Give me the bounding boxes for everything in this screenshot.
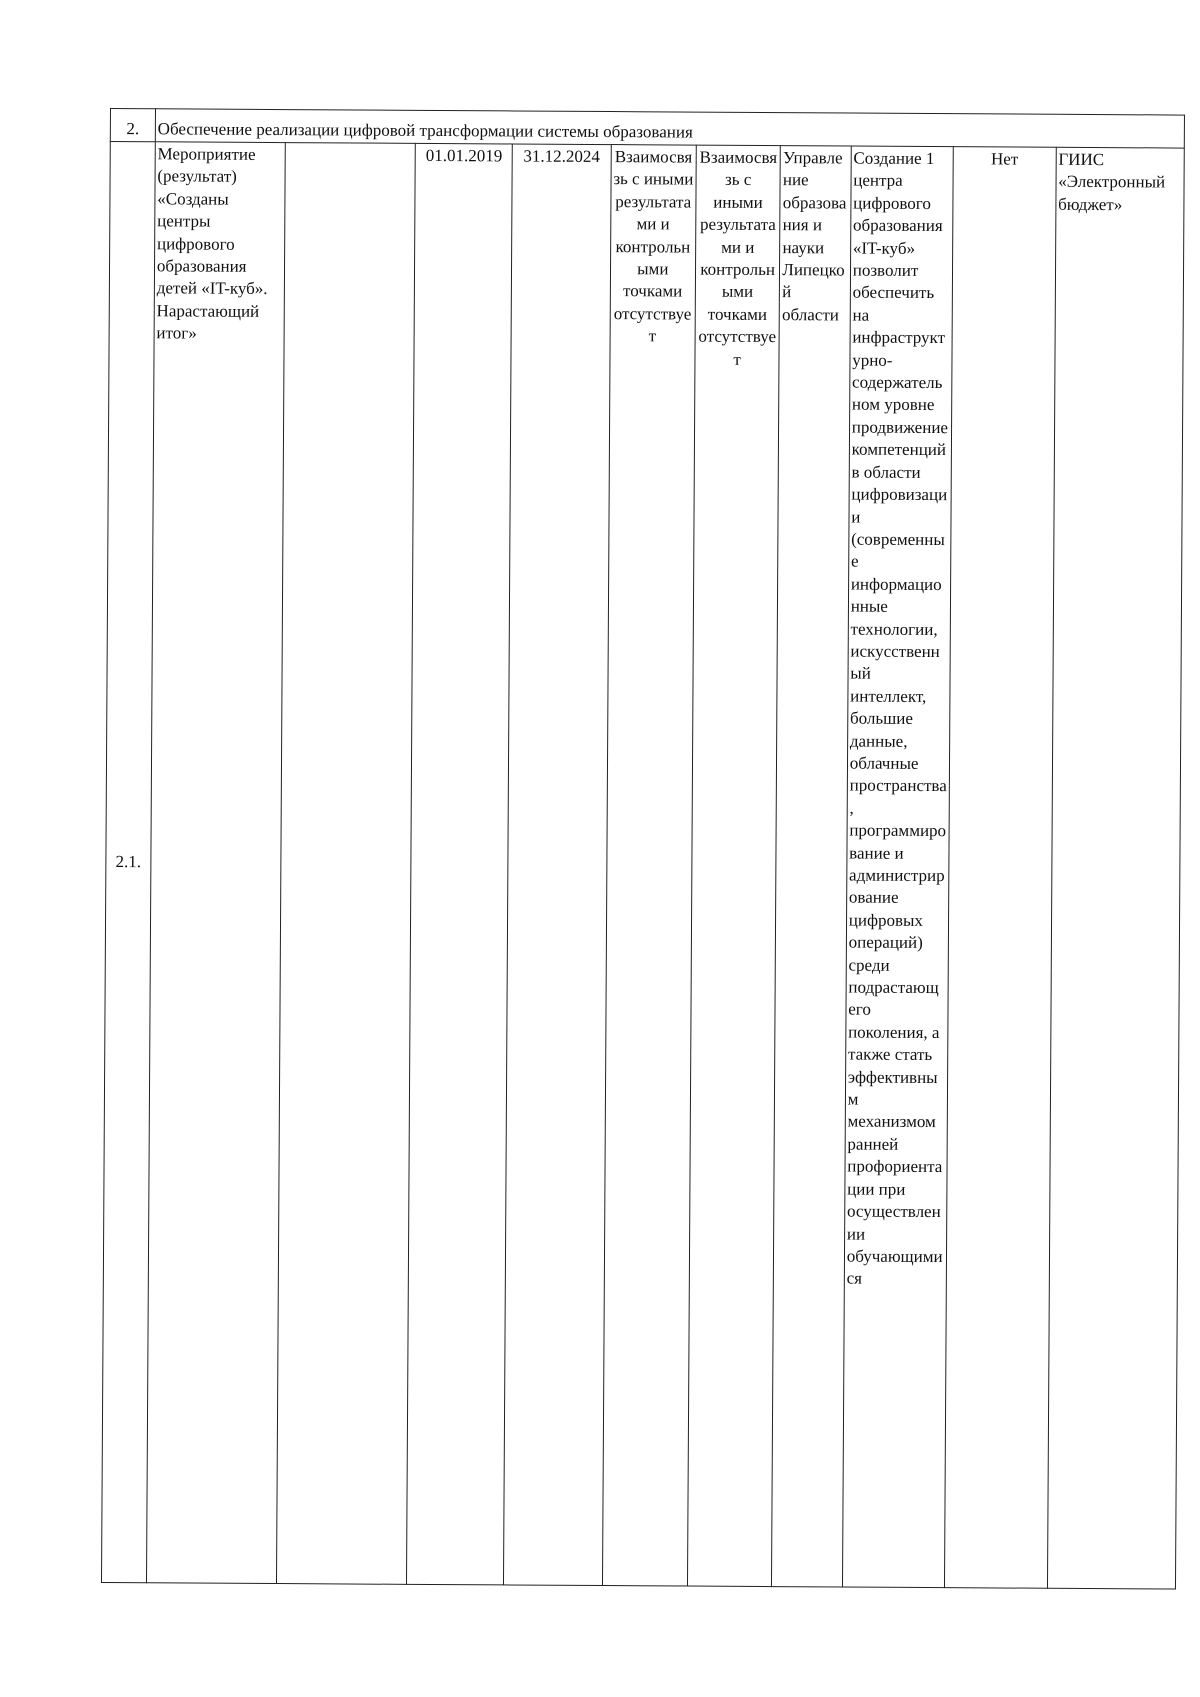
section-number: 2.: [110, 109, 155, 142]
item-start-date: 01.01.2019: [407, 143, 513, 1585]
item-description: Создание 1 центра цифрового образования «IT-куб» позволит обеспечить на инфраструктурно-содержательном уровне продвижение компетенций в области цифровизации (современные информационные технологии, искусственный интеллект, большие данные, облачные пространства, программирование и администрирование цифровых операций) среди подрастающего поколения, а также стать эффективным механизмом ранней профориентации при осуществлении обучающимися: [842, 146, 953, 1588]
item-relation-prev: Взаимосвязь с иными результатами и контрольными точками отсутствует: [602, 145, 696, 1586]
item-relation-next: Взаимосвязь с иными результатами и контрольными точками отсутствует: [687, 145, 780, 1586]
plan-table: [101, 108, 1185, 1590]
item-end-date: 31.12.2024: [504, 144, 611, 1586]
item-empty-cell: [277, 143, 416, 1585]
table-row: [101, 142, 1184, 1590]
item-flag: Нет: [945, 147, 1056, 1589]
item-responsible: Управление образования и науки Липецкой области: [772, 146, 851, 1587]
item-system: ГИИС «Электронный бюджет»: [1047, 147, 1184, 1589]
section-title: Обеспечение реализации цифровой трансформации системы образования: [155, 109, 1184, 148]
item-number: 2.1.: [101, 142, 155, 1583]
item-name: Мероприятие (результат) «Созданы центры цифрового образования детей «IT-куб». Нарастающий итог»: [146, 142, 285, 1584]
